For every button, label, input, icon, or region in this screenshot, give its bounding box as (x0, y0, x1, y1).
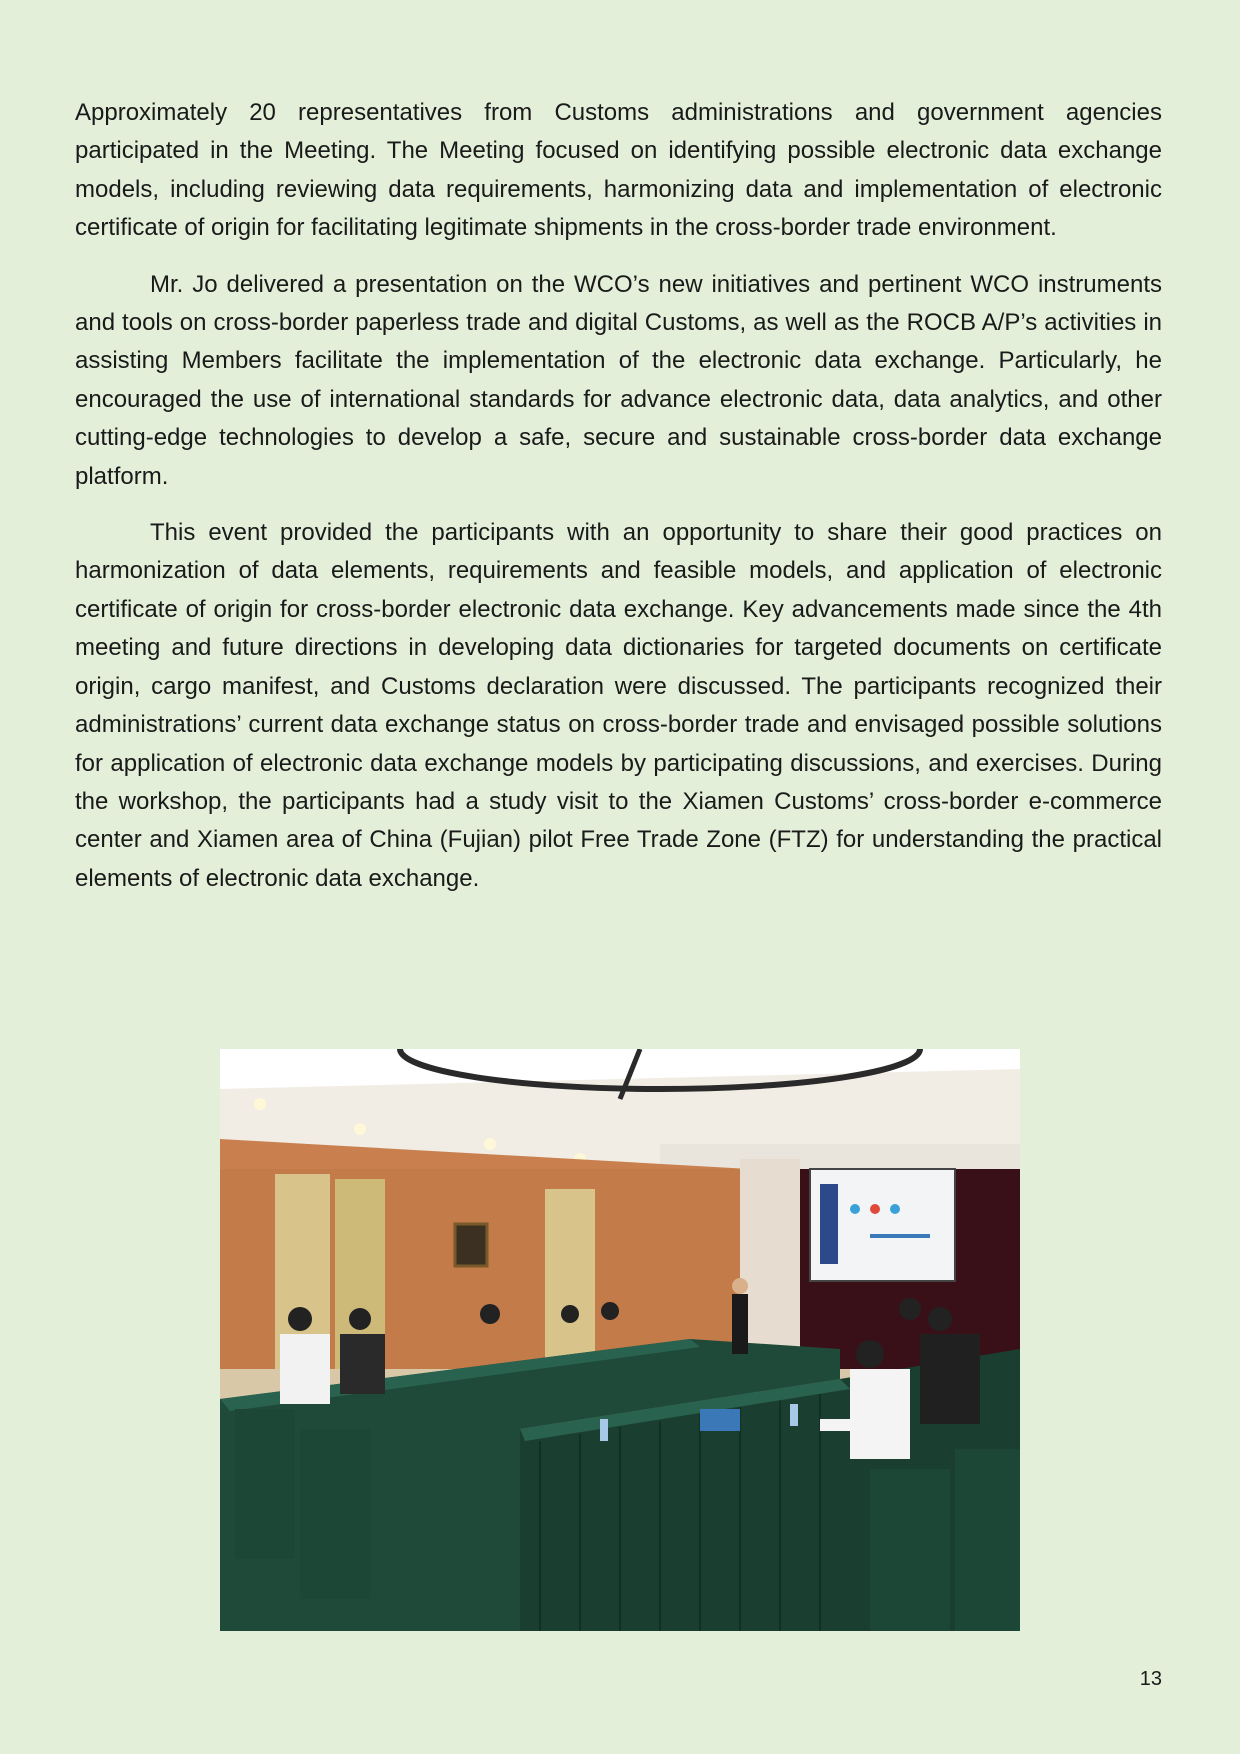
document-body (75, 94, 1162, 916)
meeting-room-illustration (220, 1049, 1020, 1631)
page-number: 13 (1139, 1668, 1162, 1690)
meeting-photo (220, 1049, 1020, 1631)
paragraph-2: Mr. Jo delivered a presentation on the WCO’s new initiatives and pertinent WCO instruments and tools on cross-border paperless trade and digital Customs, as well as the ROCB A/P’s activities in assisting Members facilitate the implementation of the electronic data exchange. Particularly, he encouraged the use of international standards for advance electronic data, data analytics, and other cutting-edge technologies to develop a safe, secure and sustainable cross-border data exchange platform. (75, 270, 1162, 490)
paragraph-3: This event provided the participants with an opportunity to share their good practices on harmonization of data elements, requirements and feasible models, and application of electronic certificate of origin for cross-border electronic data exchange. Key advancements made since the 4th meeting and future directions in developing data dictionaries for targeted documents on certificate origin, cargo manifest, and Customs declaration were discussed. The participants recognized their administrations’ current data exchange status on cross-border trade and envisaged possible solutions for application of electronic data exchange models by participating discussions, and exercises. During the workshop, the participants had a study visit to the Xiamen Customs’ cross-border e-commerce center and Xiamen area of China (Fujian) pilot Free Trade Zone (FTZ) for understanding the practical elements of electronic data exchange. (75, 519, 1162, 892)
paragraph-1: Approximately 20 representatives from Customs administrations and government agencies participated in the Meeting. The Meeting focused on identifying possible electronic data exchange models, including reviewing data requirements, harmonizing data and implementation of electronic certificate of origin for facilitating legitimate shipments in the cross-border trade environment. (75, 99, 1162, 242)
